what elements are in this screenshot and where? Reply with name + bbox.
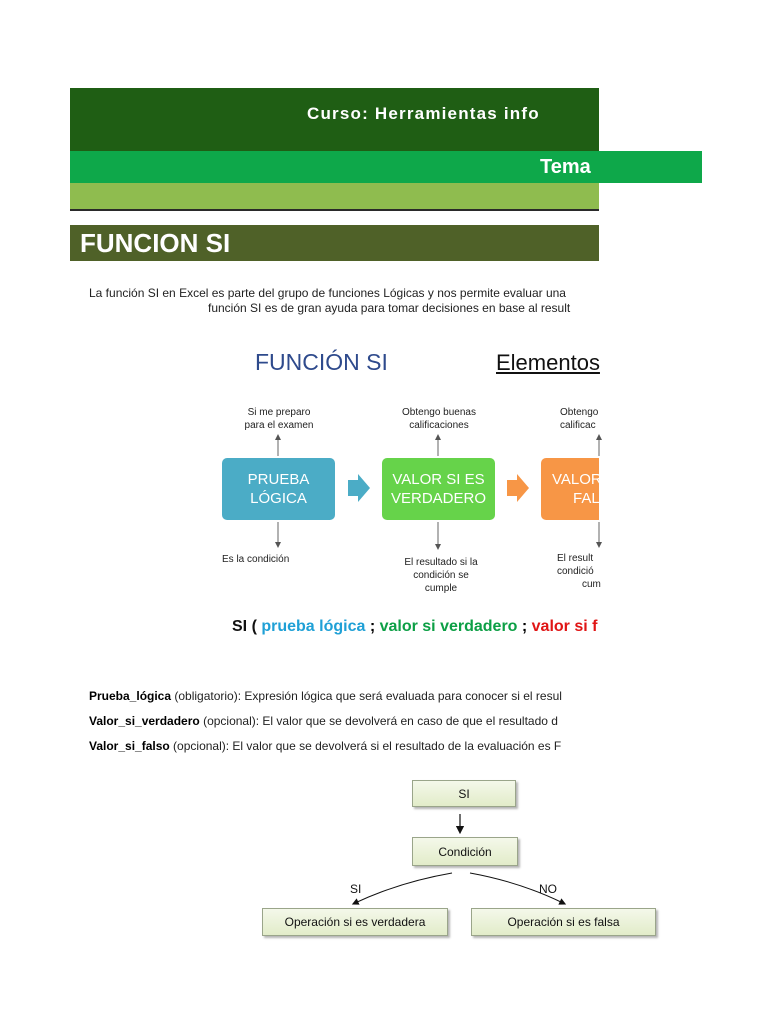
tema-label: Tema (540, 156, 591, 178)
si-formula (232, 618, 599, 636)
infographic-heading: FUNCIÓN SI (255, 349, 388, 375)
definition-valor-verdadero: Valor_si_verdadero (opcional): El valor que se devolverá en caso de que el resultado d (89, 714, 558, 728)
intro-line-2: función SI es de gran ayuda para tomar decisiones en base al result (208, 301, 571, 315)
page-title: FUNCION SI (80, 228, 231, 258)
flow-condicion-to-true (355, 873, 452, 903)
box2-top-note: Obtengo buenas calificaciones (402, 407, 476, 431)
arrow-right-1 (348, 474, 370, 502)
box2-bottom-note: El resultado si la condición se cumple (404, 557, 478, 594)
formula-sep-2: ; (517, 618, 532, 635)
elements-heading: Elementos (496, 350, 600, 375)
formula-arg-falso: valor si f (531, 618, 598, 635)
course-title: Curso: Herramientas info (307, 104, 540, 123)
arrow-right-2 (507, 474, 529, 502)
box-valor-verdadero: VALOR SI ES VERDADERO (382, 458, 495, 520)
flow-label-si: SI (350, 882, 362, 896)
box1-top-note: Si me preparo para el examen (244, 407, 314, 431)
box3-top-note: Obtengo calificac (560, 407, 599, 431)
definition-prueba-logica: Prueba_lógica (obligatorio): Expresión lógica que será evaluada para conocer si el resul (89, 689, 562, 703)
box3-bottom-note: El result condició cum (557, 553, 601, 590)
formula-arg-verdadero: valor si verdadero (379, 618, 518, 635)
flow-box-true: Operación si es verdadera (262, 908, 448, 936)
definition-valor-falso: Valor_si_falso (opcional): El valor que se devolverá si el resultado de la evaluación es F (89, 739, 562, 753)
box-valor-falso: VALOR SI ES FALSO (541, 458, 599, 520)
flow-box-false: Operación si es falsa (471, 908, 656, 936)
intro-line-1: La función SI en Excel es parte del grupo de funciones Lógicas y nos permite evaluar una (89, 286, 566, 300)
box1-bottom-note: Es la condición (222, 554, 290, 565)
box-prueba-logica: PRUEBA LÓGICA (222, 458, 335, 520)
flow-label-no: NO (539, 882, 557, 896)
flow-box-condicion: Condición (412, 837, 518, 866)
formula-arg-prueba: prueba lógica (261, 618, 366, 635)
formula-sep-1: ; (365, 618, 380, 635)
flow-box-si: SI (412, 780, 516, 807)
formula-prefix: SI ( (232, 618, 262, 635)
